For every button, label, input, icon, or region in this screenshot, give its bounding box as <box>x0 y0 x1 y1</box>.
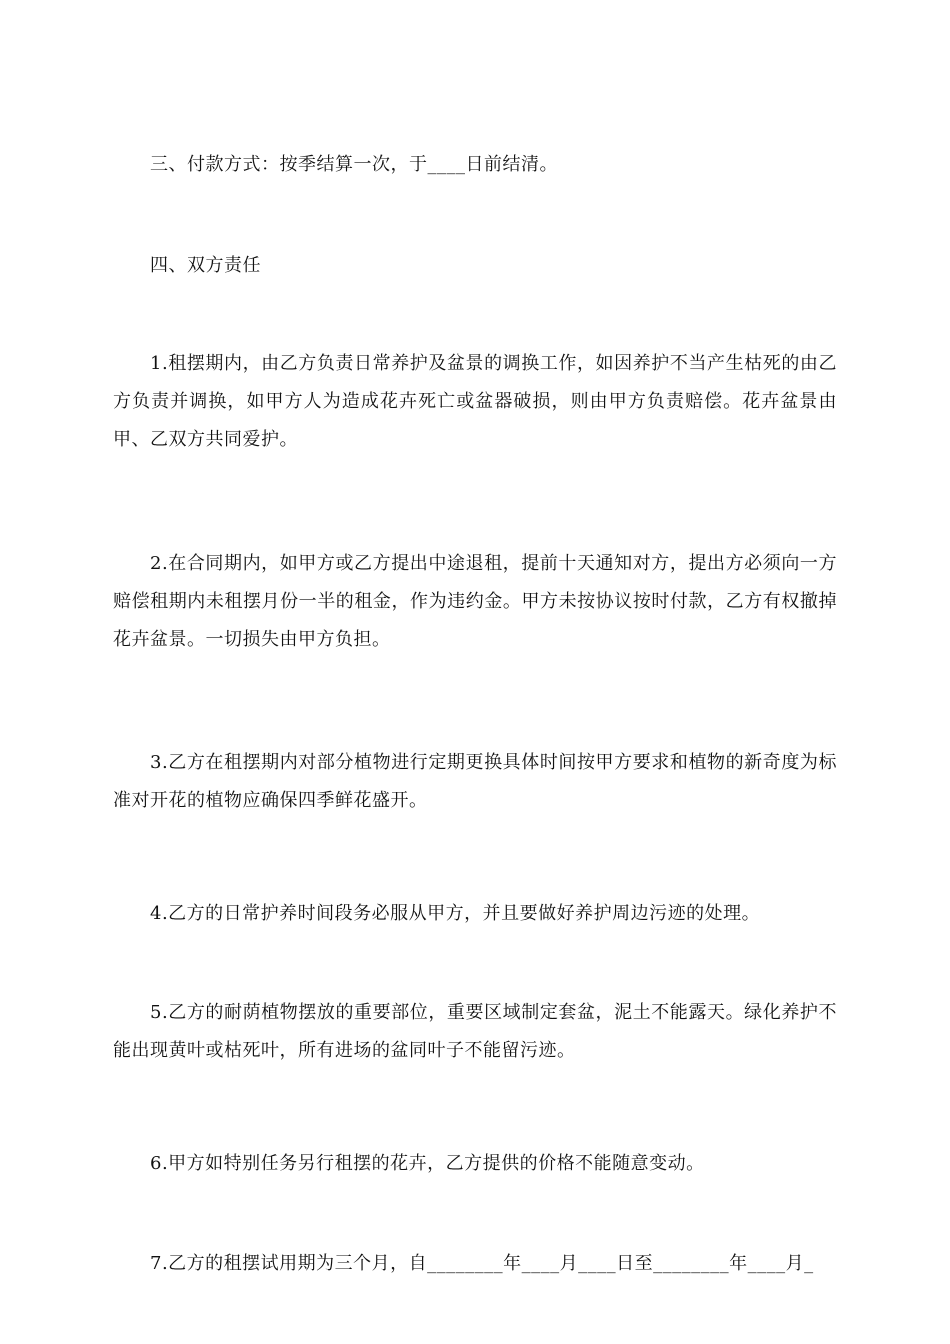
payment-terms-paragraph: 三、付款方式：按季结算一次，于____日前结清。 <box>150 154 558 175</box>
responsibility-item-4: 4.乙方的日常护养时间段务必服从甲方，并且要做好养护周边污迹的处理。 <box>150 903 761 924</box>
responsibility-item-2: 2.在合同期内，如甲方或乙方提出中途退租，提前十天通知对方，提出方必须向一方赔偿租期内未租摆月份一半的租金，作为违约金。甲方未按协议按时付款，乙方有权撤掉花卉盆景。一切损失由甲方负担。 <box>113 553 837 650</box>
responsibility-item-6: 6.甲方如特别任务另行租摆的花卉，乙方提供的价格不能随意变动。 <box>150 1153 705 1174</box>
responsibilities-heading: 四、双方责任 <box>150 255 261 276</box>
responsibility-item-3: 3.乙方在租摆期内对部分植物进行定期更换具体时间按甲方要求和植物的新奇度为标准对开花的植物应确保四季鲜花盛开。 <box>113 752 837 811</box>
responsibility-item-1: 1.租摆期内，由乙方负责日常养护及盆景的调换工作，如因养护不当产生枯死的由乙方负责并调换，如甲方人为造成花卉死亡或盆器破损，则由甲方负责赔偿。花卉盆景由甲、乙双方共同爱护。 <box>113 353 837 450</box>
responsibility-item-5: 5.乙方的耐荫植物摆放的重要部位，重要区域制定套盆，泥土不能露天。绿化养护不能出现黄叶或枯死叶，所有进场的盆同叶子不能留污迹。 <box>113 1002 837 1061</box>
responsibility-item-7: 7.乙方的租摆试用期为三个月，自________年____月____日至________年____月_ <box>150 1253 814 1274</box>
